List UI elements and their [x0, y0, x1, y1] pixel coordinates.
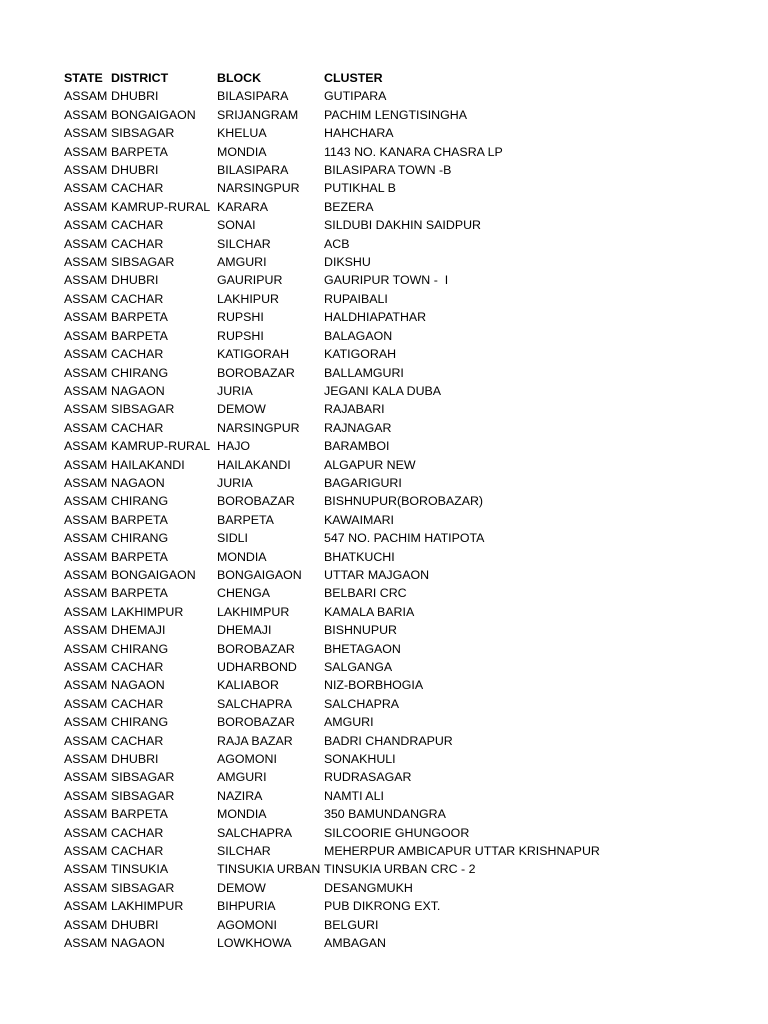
cell-district: CACHAR: [111, 236, 164, 251]
cell-cluster: BEZERA: [324, 199, 374, 214]
column-header-district: DISTRICT: [111, 71, 169, 85]
cell-block: HAILAKANDI: [217, 457, 291, 472]
cell-district: DHUBRI: [111, 917, 159, 932]
table-row: [64, 934, 644, 952]
cell-district: LAKHIMPUR: [111, 899, 184, 914]
table-body: [64, 87, 644, 952]
cell-district: CACHAR: [111, 696, 164, 711]
cell-district: DHUBRI: [111, 273, 159, 288]
cell-state: ASSAM: [64, 475, 108, 490]
cell-state: ASSAM: [64, 752, 108, 767]
table-row: [64, 492, 644, 510]
table-row: [64, 916, 644, 934]
cell-cluster: BISHNUPUR: [324, 623, 397, 638]
cell-block: DEMOW: [217, 880, 266, 895]
cell-district: CACHAR: [111, 347, 164, 362]
cell-state: ASSAM: [64, 439, 108, 454]
cell-district: CHIRANG: [111, 641, 169, 656]
cell-state: ASSAM: [64, 696, 108, 711]
cell-block: AMGURI: [217, 255, 267, 270]
cell-cluster: AMBAGAN: [324, 936, 386, 951]
table-row: [64, 824, 644, 842]
cell-cluster: 350 BAMUNDANGRA: [324, 807, 446, 822]
cell-district: BARPETA: [111, 310, 168, 325]
table-row: [64, 658, 644, 676]
cell-state: ASSAM: [64, 199, 108, 214]
cell-block: AGOMONI: [217, 917, 277, 932]
cell-block: HAJO: [217, 439, 251, 454]
table-row: [64, 511, 644, 529]
table-row: [64, 713, 644, 731]
table-row: [64, 179, 644, 197]
table-row: [64, 253, 644, 271]
cell-cluster: SILDUBI DAKHIN SAIDPUR: [324, 218, 481, 233]
cell-cluster: BISHNUPUR(BOROBAZAR): [324, 494, 484, 509]
cell-block: SONAI: [217, 218, 256, 233]
table-row: [64, 364, 644, 382]
cell-state: ASSAM: [64, 126, 108, 141]
cell-district: NAGAON: [111, 678, 165, 693]
cell-state: ASSAM: [64, 788, 108, 803]
cell-cluster: ALGAPUR NEW: [324, 457, 416, 472]
table-row: [64, 860, 644, 878]
cell-state: ASSAM: [64, 181, 108, 196]
cell-block: AMGURI: [217, 770, 267, 785]
table-row: [64, 603, 644, 621]
cell-district: NAGAON: [111, 475, 165, 490]
cell-district: CHIRANG: [111, 715, 169, 730]
cell-block: BOROBAZAR: [217, 494, 295, 509]
cell-district: CACHAR: [111, 420, 164, 435]
table-row: [64, 327, 644, 345]
cell-cluster: SONAKHULI: [324, 752, 396, 767]
cell-district: SIBSAGAR: [111, 770, 175, 785]
table-row: [64, 456, 644, 474]
cell-block: UDHARBOND: [217, 660, 297, 674]
cell-district: NAGAON: [111, 936, 165, 951]
cell-block: BILASIPARA: [217, 89, 289, 104]
table-row: [64, 584, 644, 602]
cell-state: ASSAM: [64, 107, 108, 122]
cell-cluster: GAURIPUR TOWN - I: [324, 273, 449, 288]
cell-block: KARARA: [217, 199, 268, 214]
cell-district: CACHAR: [111, 844, 164, 859]
cell-state: ASSAM: [64, 733, 108, 748]
cell-block: LOWKHOWA: [217, 936, 292, 951]
cell-block: JURIA: [217, 475, 253, 490]
cell-state: ASSAM: [64, 236, 108, 251]
cell-district: DHUBRI: [111, 752, 159, 767]
cell-state: ASSAM: [64, 402, 108, 417]
cell-district: CACHAR: [111, 181, 164, 196]
cell-cluster: PUTIKHAL B: [324, 181, 396, 196]
cell-district: SIBSAGAR: [111, 788, 175, 803]
cell-district: HAILAKANDI: [111, 457, 185, 472]
cell-block: NAZIRA: [217, 788, 263, 803]
cell-block: KATIGORAH: [217, 347, 290, 362]
cell-cluster: BADRI CHANDRAPUR: [324, 733, 453, 748]
cell-cluster: KATIGORAH: [324, 347, 397, 362]
cell-state: ASSAM: [64, 273, 108, 288]
cell-block: BOROBAZAR: [217, 715, 295, 730]
cell-state: ASSAM: [64, 549, 108, 564]
cell-cluster: KAMALA BARIA: [324, 604, 415, 619]
cell-district: CACHAR: [111, 825, 164, 840]
cell-state: ASSAM: [64, 310, 108, 325]
table-row: [64, 198, 644, 216]
cell-block: RAJA BAZAR: [217, 733, 293, 748]
cell-district: CACHAR: [111, 660, 164, 674]
cell-block: SRIJANGRAM: [217, 107, 299, 122]
cell-block: SILCHAR: [217, 844, 271, 859]
table-row: [64, 124, 644, 142]
table-row: [64, 732, 644, 750]
cell-state: ASSAM: [64, 715, 108, 730]
cell-district: TINSUKIA: [111, 862, 169, 877]
cell-state: ASSAM: [64, 144, 108, 159]
cell-state: ASSAM: [64, 862, 108, 877]
cell-block: BIHPURIA: [217, 899, 276, 914]
table-row: [64, 676, 644, 694]
cell-state: ASSAM: [64, 825, 108, 840]
cell-district: BARPETA: [111, 586, 168, 601]
cell-district: DHUBRI: [111, 89, 159, 104]
cell-cluster: RUDRASAGAR: [324, 770, 412, 785]
cell-state: ASSAM: [64, 623, 108, 638]
cell-district: BONGAIGAON: [111, 567, 196, 582]
cell-state: ASSAM: [64, 604, 108, 619]
cell-block: SALCHAPRA: [217, 696, 293, 711]
table-row: [64, 161, 644, 179]
column-header-state: STATE: [64, 71, 103, 85]
cell-block: KHELUA: [217, 126, 267, 141]
cell-cluster: BILASIPARA TOWN -B: [324, 163, 452, 178]
table-row: [64, 382, 644, 400]
cell-state: ASSAM: [64, 89, 108, 104]
cell-cluster: PACHIM LENGTISINGHA: [324, 107, 467, 122]
cell-cluster: NAMTI ALI: [324, 788, 384, 803]
cell-cluster: DESANGMUKH: [324, 880, 413, 895]
table-row: [64, 216, 644, 234]
cell-state: ASSAM: [64, 641, 108, 656]
cell-cluster: GUTIPARA: [324, 89, 387, 104]
table-row: [64, 271, 644, 289]
table-row: [64, 621, 644, 639]
cell-state: ASSAM: [64, 899, 108, 914]
cell-state: ASSAM: [64, 163, 108, 178]
table-row: [64, 842, 644, 860]
table-row: [64, 437, 644, 455]
cell-cluster: AMGURI: [324, 715, 374, 730]
cell-state: ASSAM: [64, 936, 108, 951]
cell-block: BOROBAZAR: [217, 641, 295, 656]
cell-state: ASSAM: [64, 586, 108, 601]
table-row: [64, 750, 644, 768]
table-header: [64, 69, 644, 87]
cell-block: BARPETA: [217, 512, 274, 527]
cell-block: JURIA: [217, 383, 253, 398]
cell-block: KALIABOR: [217, 678, 279, 693]
table-row: [64, 640, 644, 658]
cell-cluster: NIZ-BORBHOGIA: [324, 678, 424, 693]
cell-cluster: RAJNAGAR: [324, 420, 392, 435]
cell-state: ASSAM: [64, 328, 108, 343]
table-row: [64, 695, 644, 713]
table-row: [64, 474, 644, 492]
cell-state: ASSAM: [64, 844, 108, 859]
cell-cluster: BAGARIGURI: [324, 475, 402, 490]
cell-district: BARPETA: [111, 549, 168, 564]
cell-cluster: HAHCHARA: [324, 126, 394, 141]
cell-district: KAMRUP-RURAL: [111, 199, 211, 214]
cell-block: RUPSHI: [217, 310, 264, 325]
cell-cluster: JEGANI KALA DUBA: [324, 383, 442, 398]
cell-district: KAMRUP-RURAL: [111, 439, 211, 454]
cell-cluster: 547 NO. PACHIM HATIPOTA: [324, 531, 485, 546]
cell-cluster: BALLAMGURI: [324, 365, 404, 380]
table-row: [64, 235, 644, 253]
cell-district: SIBSAGAR: [111, 126, 175, 141]
cell-district: NAGAON: [111, 383, 165, 398]
cell-state: ASSAM: [64, 917, 108, 932]
table-row: [64, 87, 644, 105]
cell-cluster: PUB DIKRONG EXT.: [324, 899, 441, 914]
cell-district: BARPETA: [111, 144, 168, 159]
cell-block: SALCHAPRA: [217, 825, 293, 840]
cell-cluster: TINSUKIA URBAN CRC - 2: [324, 862, 476, 877]
cell-district: SIBSAGAR: [111, 402, 175, 417]
cell-district: CHIRANG: [111, 365, 169, 380]
cell-district: LAKHIMPUR: [111, 604, 184, 619]
table-row: [64, 566, 644, 584]
cell-district: DHEMAJI: [111, 623, 166, 638]
cell-cluster: BELBARI CRC: [324, 586, 407, 601]
cell-block: GAURIPUR: [217, 273, 283, 288]
table-row: [64, 400, 644, 418]
cell-state: ASSAM: [64, 457, 108, 472]
cell-block: DHEMAJI: [217, 623, 272, 638]
cell-district: BARPETA: [111, 807, 168, 822]
cell-state: ASSAM: [64, 567, 108, 582]
cell-state: ASSAM: [64, 512, 108, 527]
cell-block: NARSINGPUR: [217, 181, 300, 196]
cell-district: SIBSAGAR: [111, 880, 175, 895]
cell-district: BARPETA: [111, 328, 168, 343]
cell-cluster: HALDHIAPATHAR: [324, 310, 427, 325]
cell-district: DHUBRI: [111, 163, 159, 178]
cell-block: AGOMONI: [217, 752, 277, 767]
cell-block: SILCHAR: [217, 236, 271, 251]
table-row: [64, 897, 644, 915]
cell-state: ASSAM: [64, 807, 108, 822]
cell-cluster: DIKSHU: [324, 255, 371, 270]
cell-cluster: BARAMBOI: [324, 439, 390, 454]
cell-block: RUPSHI: [217, 328, 264, 343]
cell-cluster: BELGURI: [324, 917, 379, 932]
cell-district: CACHAR: [111, 218, 164, 233]
table-row: [64, 345, 644, 363]
cell-district: BARPETA: [111, 512, 168, 527]
table-row: [64, 805, 644, 823]
cell-cluster: MEHERPUR AMBICAPUR UTTAR KRISHNAPUR: [324, 844, 600, 859]
cell-district: CHIRANG: [111, 494, 169, 509]
cell-state: ASSAM: [64, 678, 108, 693]
column-header-block: BLOCK: [217, 71, 262, 85]
cell-cluster: KAWAIMARI: [324, 512, 394, 527]
cell-block: CHENGA: [217, 586, 271, 601]
cell-state: ASSAM: [64, 420, 108, 435]
cell-block: BONGAIGAON: [217, 567, 302, 582]
table-row: [64, 419, 644, 437]
cell-block: NARSINGPUR: [217, 420, 300, 435]
document-page: [64, 69, 754, 953]
cell-cluster: SALGANGA: [324, 660, 393, 674]
cell-block: MONDIA: [217, 549, 267, 564]
cell-district: SIBSAGAR: [111, 255, 175, 270]
table-row: [64, 529, 644, 547]
cell-cluster: BALAGAON: [324, 328, 393, 343]
column-header-cluster: CLUSTER: [324, 71, 383, 85]
cell-state: ASSAM: [64, 531, 108, 546]
cell-state: ASSAM: [64, 494, 108, 509]
cell-state: ASSAM: [64, 770, 108, 785]
cluster-table: [64, 69, 644, 953]
cell-block: TINSUKIA URBAN: [217, 862, 321, 877]
cell-block: DEMOW: [217, 402, 266, 417]
table-row: [64, 548, 644, 566]
cell-block: SIDLI: [217, 531, 248, 546]
cell-block: MONDIA: [217, 144, 267, 159]
cell-block: LAKHIMPUR: [217, 604, 290, 619]
table-row: [64, 106, 644, 124]
cell-district: BONGAIGAON: [111, 107, 196, 122]
cell-cluster: RAJABARI: [324, 402, 385, 417]
table-row: [64, 143, 644, 161]
cell-district: CHIRANG: [111, 531, 169, 546]
cell-district: CACHAR: [111, 291, 164, 306]
cell-cluster: RUPAIBALI: [324, 291, 388, 306]
table-row: [64, 308, 644, 326]
table-row: [64, 879, 644, 897]
cell-state: ASSAM: [64, 383, 108, 398]
cell-cluster: ACB: [324, 236, 350, 251]
cell-state: ASSAM: [64, 880, 108, 895]
cell-state: ASSAM: [64, 255, 108, 270]
cell-cluster: 1143 NO. KANARA CHASRA LP: [324, 144, 503, 159]
cell-block: LAKHIPUR: [217, 291, 279, 306]
cell-cluster: BHETAGAON: [324, 641, 401, 656]
table-row: [64, 768, 644, 786]
cell-block: MONDIA: [217, 807, 267, 822]
cell-state: ASSAM: [64, 365, 108, 380]
cell-state: ASSAM: [64, 660, 108, 674]
cell-district: CACHAR: [111, 733, 164, 748]
header-row: [64, 69, 644, 87]
cell-state: ASSAM: [64, 347, 108, 362]
cell-block: BILASIPARA: [217, 163, 289, 178]
table-row: [64, 290, 644, 308]
cell-state: ASSAM: [64, 291, 108, 306]
cell-block: BOROBAZAR: [217, 365, 295, 380]
cell-cluster: UTTAR MAJGAON: [324, 567, 430, 582]
table-row: [64, 787, 644, 805]
cell-cluster: SALCHAPRA: [324, 696, 400, 711]
cell-cluster: BHATKUCHI: [324, 549, 395, 564]
cell-cluster: SILCOORIE GHUNGOOR: [324, 825, 470, 840]
cell-state: ASSAM: [64, 218, 108, 233]
